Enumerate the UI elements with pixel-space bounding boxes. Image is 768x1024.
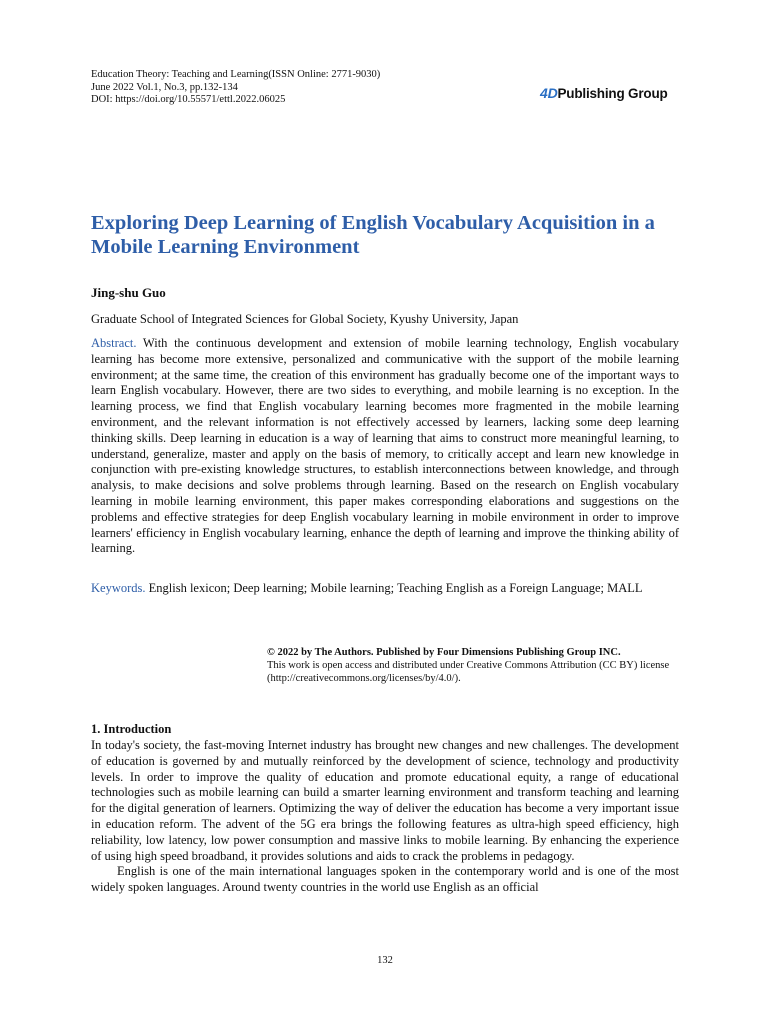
section-heading-introduction: 1. Introduction <box>91 722 172 736</box>
author-name: Jing-shu Guo <box>91 285 166 300</box>
introduction-body <box>91 738 679 896</box>
keywords-text: English lexicon; Deep learning; Mobile learning; Teaching English as a Foreign Language; MALL <box>148 581 643 595</box>
abstract-label: Abstract. <box>91 336 137 350</box>
publisher-logo <box>540 84 679 102</box>
abstract-text: With the continuous development and extension of mobile learning technology, English vocabulary learning has become more extensive, personalized and communicative with the support of the mobile learning environment; at the same time, the creation of this environment has gradually become one of the important ways to learn English vocabulary. However, there are two sides to everything, and mobile learning is no exception. In the learning process, we find that English vocabulary learning becomes more fragmented in the mobile learning environment, and the relevant information is not effectively accessed by learners, lacking some deep learning thinking skills. Deep learning in education is a way of learning that aims to construct more meaningful learning, to understand, generalize, master and apply on the basis of memory, to critically accept and learn new knowledge in conjunction with pre-existing knowledge structures, to establish interconnections between knowledge, and through analysis, to make decisions and solve problems through learning. Based on the research on English vocabulary learning in mobile learning environment, this paper makes corresponding elaborations and suggestions on the problems and effective strategies for deep English vocabulary learning in mobile environment in order to improve learners' efficiency in English vocabulary learning, enhance the depth of learning and improve the thinking ability of learning. <box>91 336 679 556</box>
journal-name: Education Theory: Teaching and Learning(ISSN Online: 2771-9030) <box>91 69 381 80</box>
journal-issue: June 2022 Vol.1, No.3, pp.132-134 <box>91 81 238 93</box>
keywords <box>91 581 679 597</box>
copyright-heading: © 2022 by The Authors. Published by Four Dimensions Publishing Group INC. <box>267 647 621 658</box>
copyright-notice <box>267 646 679 685</box>
paper-page <box>91 0 679 1024</box>
publisher-logo-text: Publishing Group <box>557 85 668 101</box>
abstract <box>91 336 679 557</box>
license-text: This work is open access and distributed under Creative Commons Attribution (CC BY) license (http://creativecommons.org/licenses/by/4.0/). <box>267 660 670 684</box>
paper-title: Exploring Deep Learning of English Vocabulary Acquisition in a Mobile Learning Environment <box>91 212 655 258</box>
intro-paragraph-2: English is one of the main international languages spoken in the contemporary world and is one of the most widely spoken languages. Around twenty countries in the world use English as an official <box>91 864 679 895</box>
journal-doi[interactable]: DOI: https://doi.org/10.55571/ettl.2022.06025 <box>91 94 286 105</box>
publisher-logo-mark: 4D <box>540 85 558 101</box>
journal-info <box>91 69 380 107</box>
author-affiliation: Graduate School of Integrated Sciences for Global Society, Kyushy University, Japan <box>91 312 519 326</box>
keywords-label: Keywords. <box>91 581 146 595</box>
page-number: 132 <box>377 955 393 966</box>
intro-paragraph-1: In today's society, the fast-moving Internet industry has brought new changes and new challenges. The development of education is governed by and mutually reinforced by the development of science, technology and productivity levels. In order to improve the quality of education and promote educational equity, a range of educational technologies such as mobile learning can build a smarter learning environment and transform teaching and learning for the digital generation of learners. Optimizing the way of deliver the education has become a very important issue in education reform. The advent of the 5G era brings the following features as ultra-high speed efficiency, high reliability, low latency, low power consumption and massive links to mobile learning. By enhancing the experience of using high speed broadband, it provides solutions and aids to crack the problems in pedagogy. <box>91 738 679 863</box>
